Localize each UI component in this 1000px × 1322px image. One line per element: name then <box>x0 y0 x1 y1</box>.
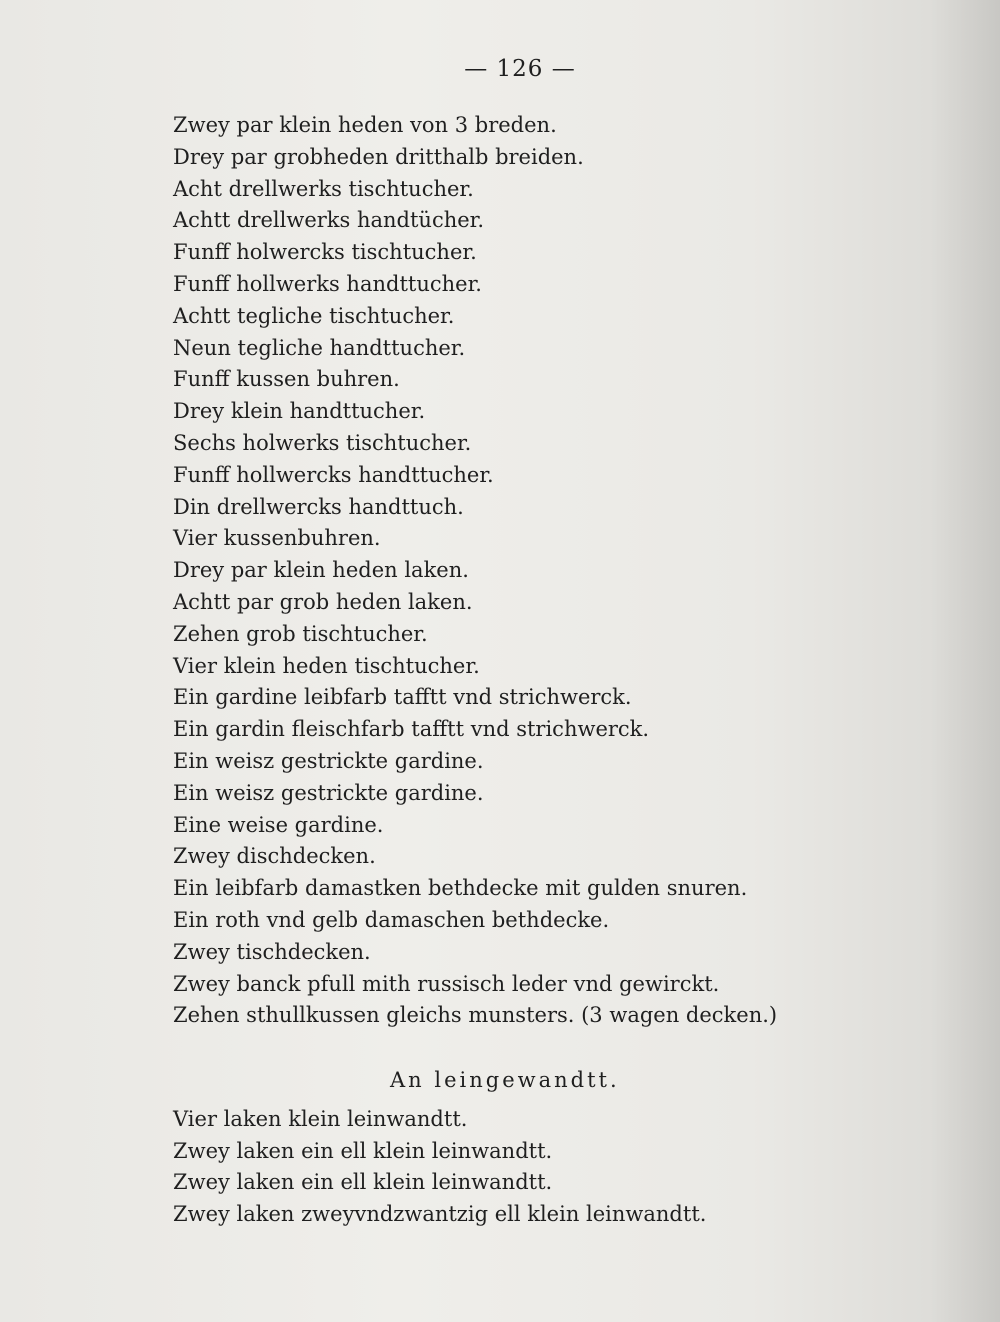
list-item: Ein gardin fleischfarb tafftt vnd strichwerck. <box>173 717 650 742</box>
list-item: Neun tegliche handttucher. <box>173 335 466 360</box>
list-item: Achtt drellwerks handtücher. <box>173 208 485 233</box>
list-item: Zwey banck pfull mith russisch leder vnd gewirckt. <box>173 971 720 996</box>
list-item: Vier kussenbuhren. <box>173 526 381 551</box>
list-item: Din drellwercks handttuch. <box>173 494 464 519</box>
list-item: Acht drellwerks tischtucher. <box>173 176 474 201</box>
list-item: Zwey laken zweyvndzwantzig ell klein leinwandtt. <box>173 1201 707 1226</box>
list-item: Funff hollwercks handttucher. <box>173 462 494 487</box>
list-item: Ein gardine leibfarb tafftt vnd strichwerck. <box>173 685 632 710</box>
list-item: Vier klein heden tischtucher. <box>173 653 480 678</box>
list-item: Drey par grobheden dritthalb breiden. <box>173 144 584 169</box>
section-list <box>173 1104 706 1230</box>
list-item: Achtt par grob heden laken. <box>173 589 473 614</box>
list-item: Ein weisz gestrickte gardine. <box>173 780 484 805</box>
list-item: Drey par klein heden laken. <box>173 558 469 583</box>
list-item: Ein roth vnd gelb damaschen bethdecke. <box>173 907 610 932</box>
inventory-list <box>173 110 777 1032</box>
list-item: Eine weise gardine. <box>173 812 384 837</box>
list-item: Zwey par klein heden von 3 breden. <box>173 113 557 137</box>
list-item: Funff holwercks tischtucher. <box>173 240 477 265</box>
list-item: Zwey laken ein ell klein leinwandtt. <box>173 1138 553 1163</box>
list-item: Sechs holwerks tischtucher. <box>173 430 472 455</box>
page-edge-shadow <box>930 0 1000 1322</box>
list-item: Zehen grob tischtucher. <box>173 621 428 646</box>
list-item: Achtt tegliche tischtucher. <box>173 303 455 328</box>
list-item: Zwey tischdecken. <box>173 939 371 964</box>
list-item: Vier laken klein leinwandtt. <box>173 1107 468 1131</box>
list-item: Zwey laken ein ell klein leinwandtt. <box>173 1170 553 1194</box>
list-item: Drey klein handttucher. <box>173 399 426 424</box>
list-item: Ein leibfarb damastken bethdecke mit gulden snuren. <box>173 876 748 901</box>
section-heading: An leingewandtt. <box>390 1068 620 1092</box>
list-item: Ein weisz gestrickte gardine. <box>173 748 484 773</box>
list-item: Zehen sthullkussen gleichs munsters. (3 wagen decken.) <box>173 1003 778 1028</box>
list-item: Funff kussen buhren. <box>173 367 400 392</box>
list-item: Zwey dischdecken. <box>173 844 376 869</box>
list-item: Funff hollwerks handttucher. <box>173 271 482 296</box>
page-number: — 126 — <box>464 56 576 82</box>
